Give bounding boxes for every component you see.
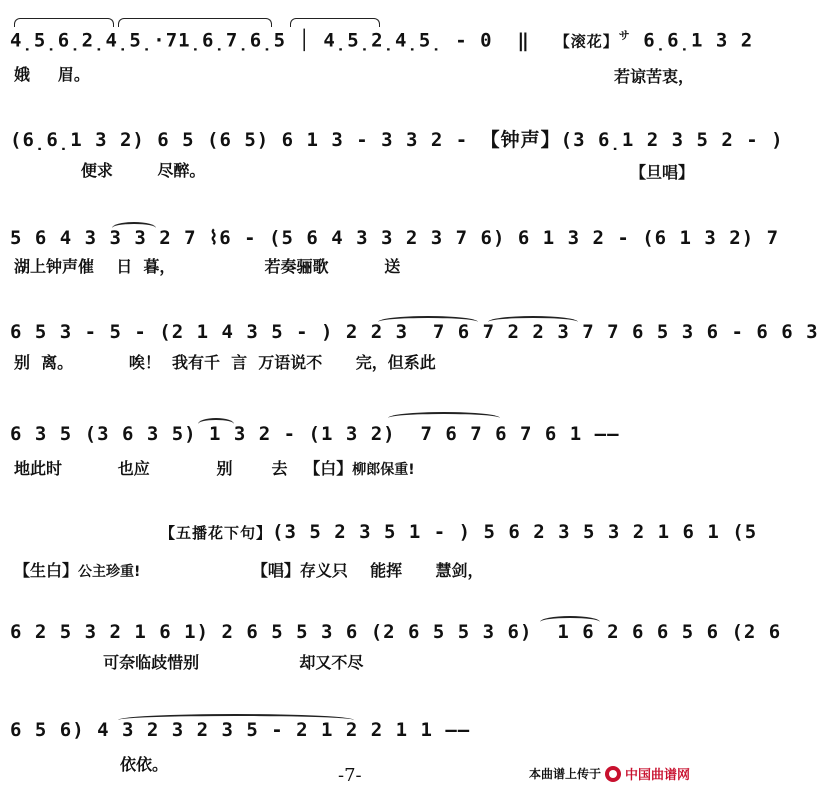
sing-tag: 【唱】 xyxy=(251,561,300,580)
lyrics-line-8: 依依。 xyxy=(120,755,169,774)
speaker-text: 公主珍重! xyxy=(78,564,141,580)
page-number: -7- xyxy=(338,765,362,786)
site-name: 中国曲谱网 xyxy=(624,768,690,783)
music-line-4: 6 5 3 - 5 - (2 1 4 3 5 - ) 2 2 3 7 6 7 2 2 3 7 7 6 5 3 6 - 6 6 3 xyxy=(10,321,819,343)
music-line-6-notes: (3 5 2 3 5 1 - ) 5 6 2 3 5 3 2 1 6 1 (5 xyxy=(272,521,758,543)
annotation-gunhua: 【滚花】 xyxy=(554,32,619,51)
site-credit xyxy=(529,764,690,783)
music-line-1-tail: 6̣6̣1 3 2 xyxy=(643,29,754,52)
music-line-7: 6 2 5 3 2 1 6 1) 2 6 5 5 3 6 (2 6 5 5 3 6) 1 6 2 6 6 5 6 (2 6 xyxy=(10,621,782,643)
music-line-2: (6̣6̣1 3 2) 6 5 (6 5) 6 1 3 - 3 3 2 - 【钟声】(3 6̣1 2 3 5 2 - ) xyxy=(10,129,784,151)
speaker-tag: 【生白】 xyxy=(14,561,79,580)
free-tempo-mark: サ xyxy=(618,29,631,42)
lyrics-line-6-text: 存义只 能挥 慧剑， xyxy=(299,561,484,580)
lyrics-line-5 xyxy=(14,458,694,481)
lyrics-line-4: 别 离。 唉！ 我有千 言 万语说不 完，但系此 xyxy=(14,353,436,372)
lyrics-line-1: 娥 眉。 xyxy=(14,65,90,84)
music-line-3: 5 6 4 3 3 3 2 7 ⌇6 - (5 6 4 3 3 2 3 7 6) 6 1 3 2 - (6 1 3 2) 7 xyxy=(10,227,780,249)
white-text: 柳郎保重! xyxy=(352,462,415,478)
music-line-5: 6 3 5 (3 6 3 5) 1 3 2 - (1 3 2) 7 6 7 6 7 6 1 —— xyxy=(10,423,620,445)
beam-bracket xyxy=(14,18,114,27)
lyrics-line-1-right: 若谅苦衷， xyxy=(613,67,694,86)
lyrics-line-5-text: 地此时 也应 别 去 xyxy=(14,459,288,478)
credit-text: 本曲谱上传于 xyxy=(528,767,601,781)
lyrics-line-2-right: 【旦唱】 xyxy=(629,163,694,182)
music-line-1: 4̣5̣6̣2̣4̣5̣·71̣6̣7̣6̣5 │ 4̣5̣2̣4̣5̣ - 0 ‖ 【滚花】$^サ$ 6̣6̣1 3 2 xyxy=(10,29,754,52)
lyrics-line-3: 湖上钟声催 日 暮， 若奏骊歌 送 xyxy=(14,257,401,276)
lyrics-line-7: 可奈临歧惜别 却又不尽 xyxy=(14,653,364,672)
music-line-8: 6 5 6) 4 3 2 3 2 3 5 - 2 1 2 2 1 1 —— xyxy=(10,719,471,741)
beam-bracket xyxy=(118,18,272,27)
quppu-logo-icon xyxy=(605,766,621,782)
lyrics-line-2: 便求 尽醉。 xyxy=(14,161,206,180)
lyrics-line-6 xyxy=(14,560,694,583)
white-tag: 【白】 xyxy=(304,459,353,478)
annotation-wubohua: 【五播花下句】 xyxy=(160,524,273,542)
beam-bracket xyxy=(290,18,380,27)
music-line-6 xyxy=(10,520,758,545)
